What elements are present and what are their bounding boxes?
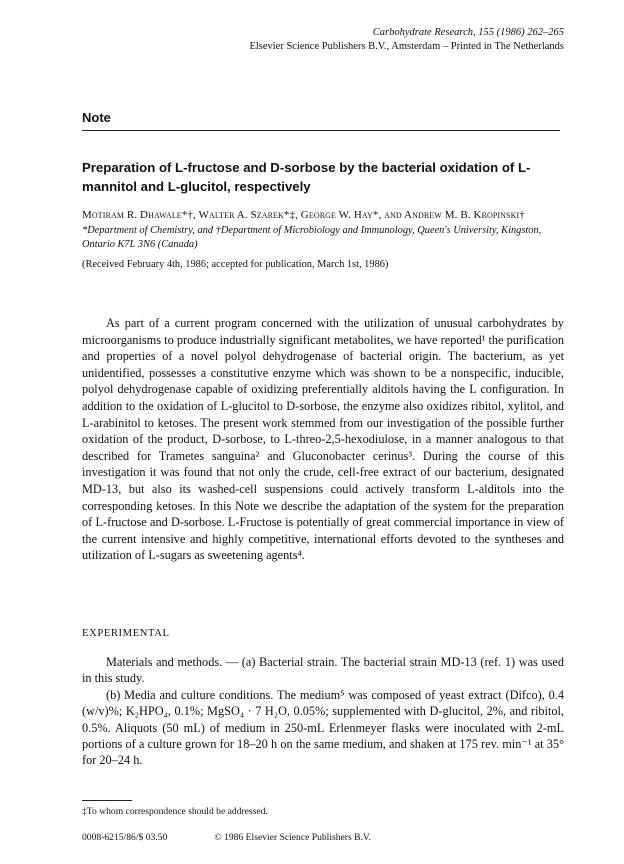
affiliation: *Department of Chemistry, and †Department of Microbiology and Immunology, Queen's University, Kingston, Ontario K7L 3N6 (Canada) bbox=[82, 225, 542, 250]
article-type-label: Note bbox=[82, 110, 111, 125]
copyright-notice: © 1986 Elsevier Science Publishers B.V. bbox=[214, 832, 372, 843]
introduction bbox=[82, 315, 564, 564]
methods-paragraph: Materials and methods. — (a) Bacterial strain. The bacterial strain MD-13 (ref. 1) was used in this study. bbox=[82, 655, 564, 686]
methods-section bbox=[82, 654, 564, 769]
header-rule bbox=[82, 130, 560, 131]
footnote-rule bbox=[82, 800, 132, 801]
publisher-line: Elsevier Science Publishers B.V., Amsterdam – Printed in The Netherlands bbox=[249, 41, 564, 52]
methods-paragraph: (b) Media and culture conditions. The medium⁵ was composed of yeast extract (Difco), 0.4 (w/v)%; K₂HPO₄, 0.1%; MgSO₄ · 7 H₂O, 0.05%; supplemented with D-glucitol, 2%, and ribitol, 0.5%. Aliquots (50 mL) of medium in 250-mL Erlenmeyer flasks were inoculated with 2-mL portions of a culture grown for 18–20 h on the same medium, and shaken at 175 rev. min⁻¹ at 35° for 20–24 h. bbox=[82, 687, 564, 768]
received-dates: (Received February 4th, 1986; accepted for publication, March 1st, 1986) bbox=[82, 259, 389, 270]
body-paragraph: As part of a current program concerned with the utilization of unusual carbohydrates by microorganisms to produce industrially significant metabolites, we have reported¹ the purification and properties of a novel polyol dehydrogenase of bacterial origin. The bacterium, as yet unidentified, possesses a constitutive enzyme which was shown to be a nonspecific, inducible, polyol dehydrogenase capable of oxidizing preferentially alditols having the L configuration. In addition to the oxidation of L-glucitol to D-sorbose, the enzyme also oxidizes ribitol, xylitol, and L-arabinitol to ketoses. The present work stemmed from our investigation of the possible further oxidation of the product, D-sorbose, to L-threo-2,5-hexodiulose, in a manner analogous to that described for Trametes sanguina² and Gluconobacter cerinus³. During the course of this investigation it was found that not only the crude, cell-free extract of our bacterium, designated MD-13, but also its washed-cell suspensions could actively transform L-alditols into the corresponding ketoses. In this Note we describe the adaptation of the system for the preparation of L-fructose and D-sorbose. L-Fructose is potentially of great commercial importance in view of the current intensive and highly competitive, international efforts devoted to the syntheses and utilization of L-sugars as sweetening agents⁴. bbox=[82, 316, 564, 563]
section-heading: EXPERIMENTAL bbox=[82, 628, 170, 639]
journal-citation: Carbohydrate Research, 155 (1986) 262–265 bbox=[372, 27, 564, 38]
copyright-line bbox=[82, 832, 562, 843]
article-title: Preparation of L-fructose and D-sorbose by the bacterial oxidation of L-mannitol and L-glucitol, respectively bbox=[82, 160, 531, 194]
issn-code: 0008-6215/86/$ 03.50 bbox=[82, 832, 168, 843]
footnote: ‡To whom correspondence should be addressed. bbox=[82, 806, 268, 817]
author-list: Motiram R. Dhawale*†, Walter A. Szarek*‡, George W. Hay*, and Andrew M. B. Kropinski† bbox=[82, 209, 525, 221]
journal-header bbox=[249, 26, 564, 54]
